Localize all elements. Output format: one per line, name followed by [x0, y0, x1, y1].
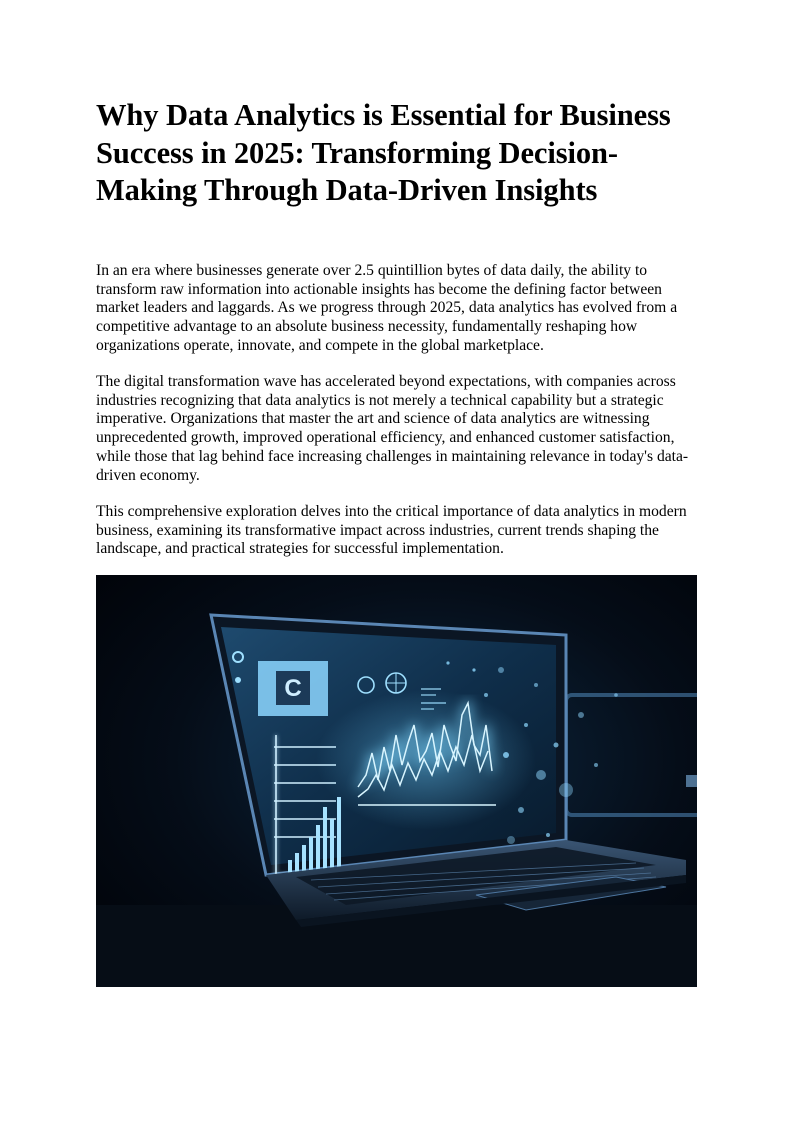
intro-paragraph-2: The digital transformation wave has accelerated beyond expectations, with companies across industries recognizing that data analytics is not merely a technical capability but a strategic imperative. Organizations that master the art and science of data analytics are witnessing unprecedented growth, improved operational efficiency, and enhanced customer satisfaction, while those that lag behind face increasing challenges in maintaining relevance in today's data-driven economy. [96, 373, 689, 484]
hero-image-laptop-analytics [96, 575, 697, 987]
intro-paragraph-3: This comprehensive exploration delves into the critical importance of data analytics in modern business, examining its transformative impact across industries, current trends shaping the landscape, and practical strategies for successful implementation. [96, 503, 687, 558]
screen-badge-letter: C [284, 675, 302, 702]
intro-paragraph-1: In an era where businesses generate over 2.5 quintillion bytes of data daily, the ability to transform raw information into actionable insights has become the defining factor between market leaders and laggards. As we progress through 2025, data analytics has evolved from a competitive advantage to an absolute business necessity, fundamentally reshaping how organizations operate, innovate, and compete in the global marketplace. [96, 262, 678, 354]
article-title: Why Data Analytics is Essential for Business Success in 2025: Transforming Decision-Making Through Data-Driven Insights [96, 98, 671, 207]
